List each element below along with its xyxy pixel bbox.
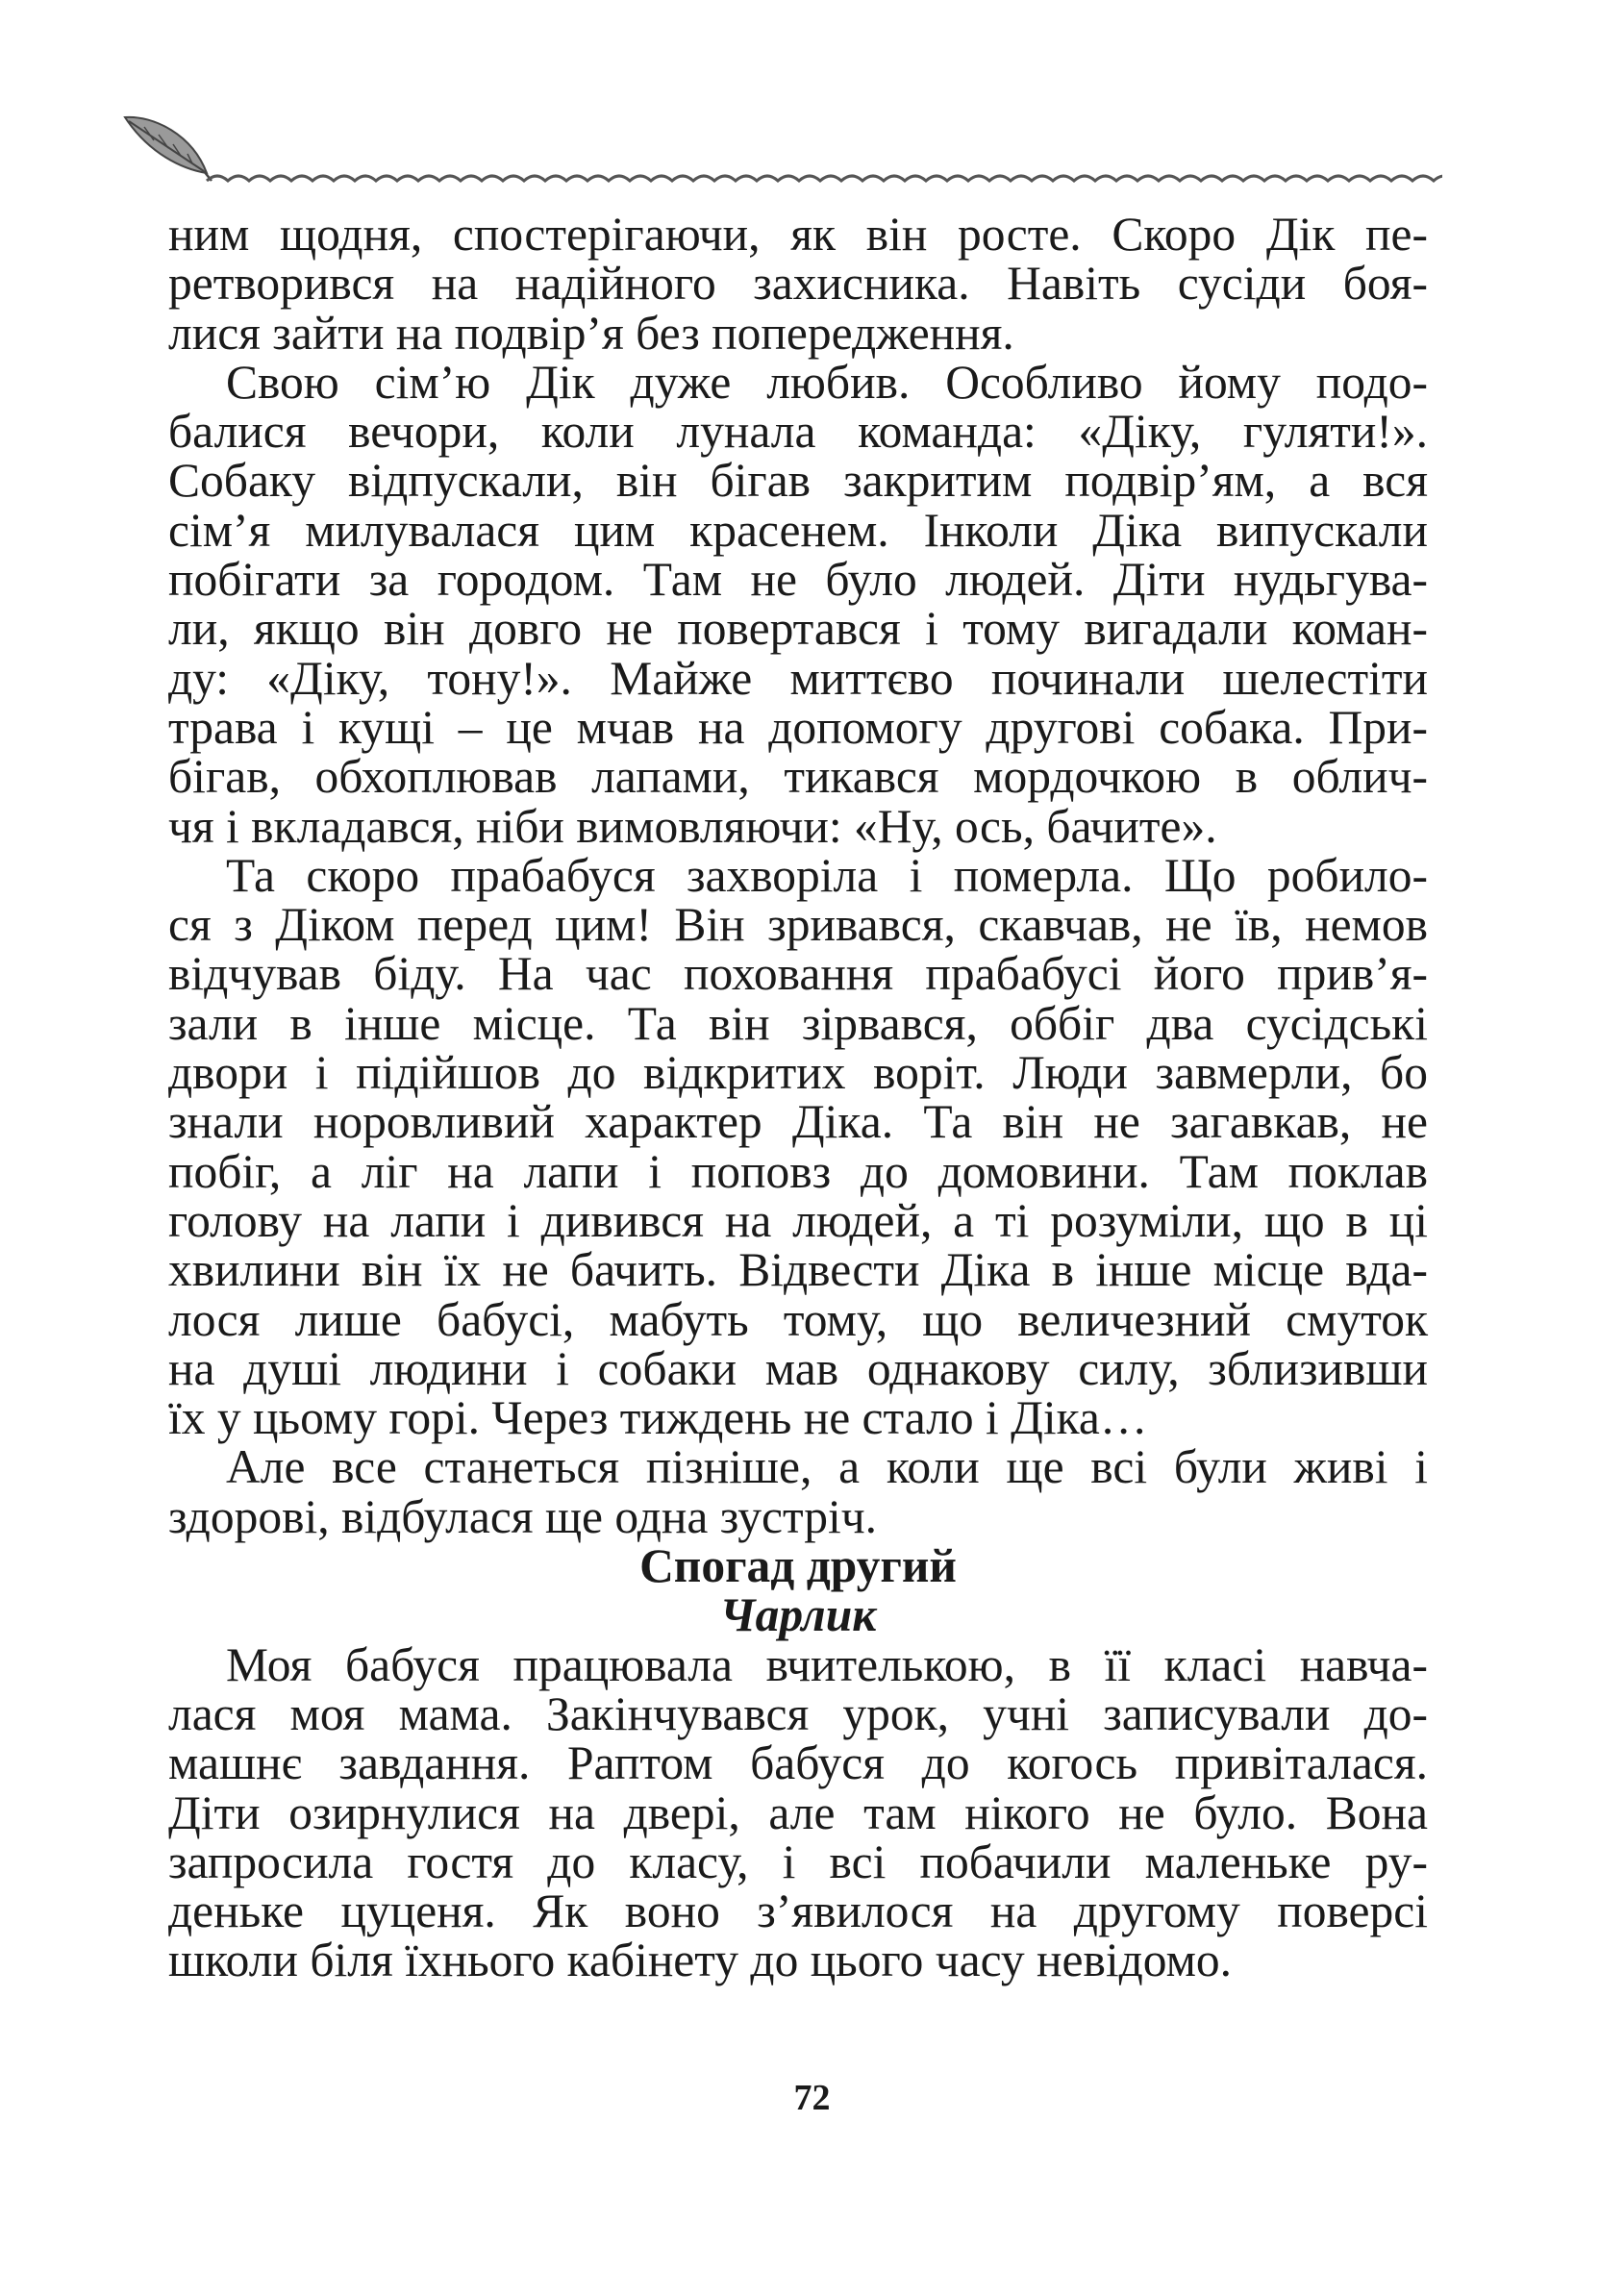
text-line: Собаку відпускали, він бігав закритим подвір’ям, а вся xyxy=(168,454,1428,508)
text-line: Свою сім’ю Дік дуже любив. Особливо йому подо- xyxy=(226,355,1428,409)
text-line: знали норовливий характер Діка. Та він не загавкав, не xyxy=(168,1095,1428,1149)
text-line: ли, якщо він довго не повертався і тому вигадали коман- xyxy=(168,602,1428,656)
text-line: відчував біду. На час поховання прабабусі його прив’я- xyxy=(168,947,1428,1001)
text-line: чя і вкладався, ніби вимовляючи: «Ну, ось, бачите». xyxy=(168,799,1217,853)
text-line: ним щодня, спостерігаючи, як він росте. Скоро Дік пе- xyxy=(168,208,1428,261)
feather-icon xyxy=(125,117,212,181)
text-line: запросила гостя до класу, і всі побачили маленьке ру- xyxy=(168,1835,1428,1888)
text-line: ретворився на надійного захисника. Навіть сусіди боя- xyxy=(168,257,1428,311)
body-text xyxy=(168,210,1428,1985)
paragraph xyxy=(168,1442,1428,1541)
text-line: деньке цуценя. Як воно з’явилося на другому поверсі xyxy=(168,1885,1428,1938)
section-subheading: Чарлик xyxy=(719,1588,877,1642)
text-part-2 xyxy=(168,1637,1428,1987)
paragraph xyxy=(168,210,1428,358)
text-line: бігав, обхоплював лапами, тикався мордочкою в облич- xyxy=(168,750,1428,804)
text-line: лася моя мама. Закінчувався урок, учні записували до- xyxy=(168,1686,1428,1740)
header-ornament xyxy=(115,106,1442,202)
text-line: Але все станеться пізніше, а коли ще всі були живі і xyxy=(226,1440,1428,1494)
text-line: голову на лапи і дивився на людей, а ті розуміли, що в ці xyxy=(168,1193,1428,1247)
section-heading: Спогад другий xyxy=(639,1539,957,1593)
text-line: хвилини він їх не бачить. Відвести Діка в інше місце вда- xyxy=(168,1243,1428,1297)
text-line: здорові, відбулася ще одна зустріч. xyxy=(168,1489,877,1543)
text-line: на душі людини і собаки мав однакову силу, зблизивши xyxy=(168,1341,1428,1395)
text-line: трава і кущі – це мчав на допомогу другові собака. При- xyxy=(168,700,1428,754)
text-line: побігати за городом. Там не було людей. Діти нудьгува- xyxy=(168,553,1428,607)
text-line: ся з Діком перед цим! Він зривався, скавчав, не їв, немов xyxy=(168,898,1428,952)
text-line: лися зайти на подвір’я без попередження. xyxy=(168,306,1014,360)
text-line: Діти озирнулися на двері, але там нікого не було. Вона xyxy=(168,1785,1428,1839)
wavy-line xyxy=(207,176,1442,181)
text-line: ду: «Діку, тону!». Майже миттєво починали шелестіти xyxy=(168,651,1428,705)
text-line: школи біля їхнього кабінету до цього часу невідомо. xyxy=(168,1934,1233,1987)
paragraph xyxy=(168,848,1428,1445)
text-line: зали в інше місце. Та він зірвався, оббіг два сусідські xyxy=(168,996,1428,1050)
text-line: Та скоро прабабуся захворіла і померла. Що робило- xyxy=(226,848,1428,902)
text-line: сім’я милувалася цим красенем. Інколи Діка випускали xyxy=(168,503,1428,557)
text-line: двори і підійшов до відкритих воріт. Люди завмерли, бо xyxy=(168,1046,1428,1100)
text-line: лося лише бабусі, мабуть тому, що величезний смуток xyxy=(168,1292,1428,1346)
text-line: їх у цьому горі. Через тиждень не стало і Діка… xyxy=(168,1391,1148,1445)
text-line: Моя бабуся працювала вчителькою, в її класі навча- xyxy=(226,1637,1428,1691)
paragraph xyxy=(168,1637,1428,1987)
text-line: машнє завдання. Раптом бабуся до когось привіталася. xyxy=(168,1736,1428,1790)
text-line: балися вечори, коли лунала команда: «Діку, гуляти!». xyxy=(168,405,1428,459)
paragraph xyxy=(168,355,1428,853)
page-number: 72 xyxy=(793,2078,831,2118)
text-part-1 xyxy=(168,210,1428,1541)
text-line: побіг, а ліг на лапи і поповз до домовини. Там поклав xyxy=(168,1144,1428,1198)
